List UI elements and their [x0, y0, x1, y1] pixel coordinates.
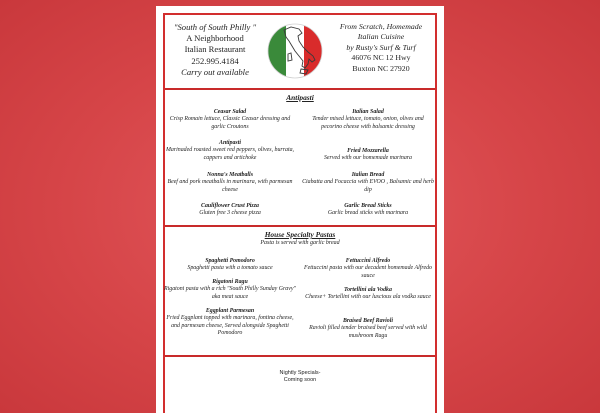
cuisine-line-1: From Scratch, Homemade [339, 22, 423, 31]
menu-item [302, 258, 434, 280]
menu-item [302, 203, 434, 218]
item-name: Braised Beef Ravioli [342, 318, 394, 324]
menu-item [164, 172, 296, 194]
menu-item [164, 140, 296, 162]
phone-number: 252.995.4184 [191, 55, 239, 66]
item-description: Fried Eggplant topped with marinara, fontina cheese, and parmesan cheese, Served alongside Spaghetti Pomodoro [166, 315, 294, 337]
menu-item [302, 287, 434, 302]
item-name: Italian Salad [352, 109, 384, 115]
cuisine-info [328, 22, 434, 74]
menu-item [164, 279, 296, 301]
restaurant-name: "South of South Philly " [173, 22, 257, 32]
item-name: Italian Bread [351, 172, 385, 178]
item-name: Spaghetti Pomodoro [205, 258, 255, 264]
item-name: Garlic Bread Sticks [344, 203, 392, 209]
restaurant-info [166, 22, 264, 78]
pastas-heading: House Specialty Pastas [264, 230, 336, 239]
pastas-subtitle: Pasta is served with garlic bread [260, 240, 340, 246]
cuisine-line-3: by Rusty's Surf & Turf [346, 42, 416, 52]
item-description: Spaghetti pasta with a tomato sauce [187, 265, 273, 272]
specials-heading: Nightly Specials- [279, 370, 321, 376]
divider [165, 88, 435, 90]
item-name: Eggplant Parmesan [205, 308, 255, 314]
item-description: Crisp Romain lettuce, Classic Ceasar dressing and garlic Croutons [169, 116, 291, 130]
menu-item [164, 109, 296, 131]
item-description: Gluten free 3 cheese pizza [199, 210, 261, 217]
divider [165, 225, 435, 227]
item-description: Ravioli filled tender braised beef served with wild mushroom Ragu [309, 325, 427, 339]
specials-note: Coming soon [283, 377, 317, 383]
menu-item [164, 258, 296, 273]
item-description: Tender mixed lettuce, tomato, onion, olives and pecorino cheese with balsamic dressing [312, 116, 424, 130]
menu-item [302, 172, 434, 194]
item-description: Served with our homemade marinara [323, 155, 413, 162]
carry-out-note: Carry out available [181, 66, 249, 77]
item-name: Ceasar Salad [213, 109, 247, 115]
tagline-1: A Neighborhood [186, 33, 244, 44]
item-description: Rigatoni pasta with a rich "South Philly Sunday Gravy" aka meat sauce [164, 286, 296, 300]
menu-item [164, 203, 296, 218]
item-description: Beef and pork meatballs in marinara, with parmesan cheese [167, 179, 293, 193]
item-description: Fettuccini pasta with our decadent homemade Alfredo sauce [304, 265, 432, 279]
item-name: Tortellini ala Vodka [344, 287, 392, 293]
item-description: Marinaded roasted sweet red peppers, olives, burrata, cappers and artichoke [166, 147, 294, 161]
address-line-1: 46076 NC 12 Hwy [351, 53, 411, 63]
tagline-2: Italian Restaurant [184, 44, 246, 55]
menu-item [164, 308, 296, 338]
item-description: Cheese+ Tortellini with our luscious ala vodka sauce [305, 294, 431, 301]
item-name: Nonna's Meatballs [207, 172, 253, 178]
address-line-2: Buxton NC 27920 [352, 63, 410, 73]
menu-item [302, 109, 434, 131]
item-description: Ciabatta and Focaccia with EVOO , Balsamic and herb dip [302, 179, 434, 193]
item-name: Antipasti [219, 140, 241, 146]
cuisine-line-2: Italian Cuisine [357, 32, 405, 42]
nightly-specials [156, 370, 444, 384]
divider [165, 355, 435, 357]
item-name: Fettuccini Alfredo [345, 258, 391, 264]
antipasti-heading: Antipasti [286, 93, 314, 102]
menu-item [302, 148, 434, 163]
italy-map-flag-icon [267, 20, 323, 82]
item-description: Garlic bread sticks with marinara [327, 210, 409, 217]
menu-item [302, 318, 434, 340]
item-name: Rigatoni Ragu [212, 279, 248, 285]
item-name: Cauliflower Crust Pizza [201, 203, 259, 209]
item-name: Fried Mozzarella [347, 148, 389, 154]
menu-page [156, 6, 444, 413]
